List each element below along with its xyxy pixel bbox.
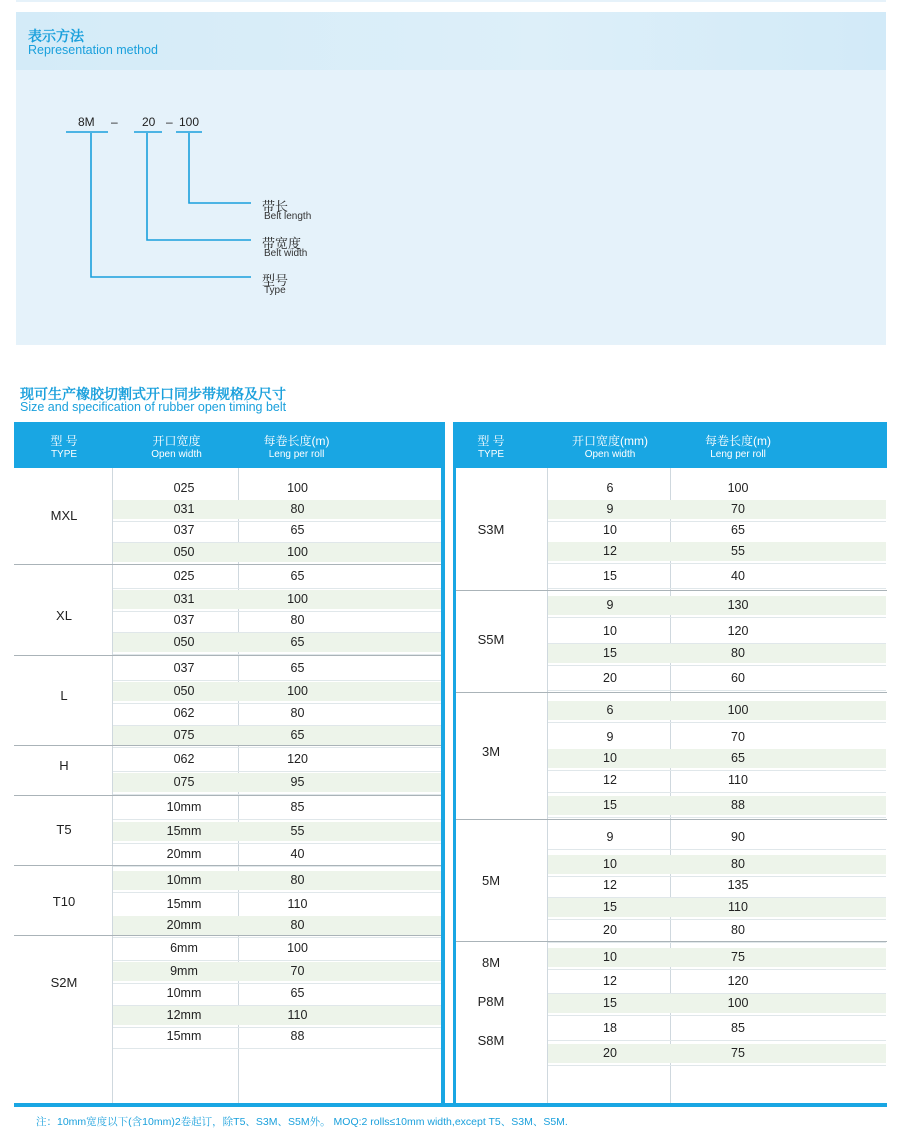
left-header-length-en: Leng per roll (268, 449, 325, 460)
right-row-line (548, 1015, 886, 1016)
left-cell-width: 031 (173, 502, 195, 516)
left-group-separator (14, 655, 444, 656)
right-cell-length: 110 (728, 900, 748, 914)
left-type-label: L (60, 688, 68, 703)
right-cell-width: 15 (603, 798, 617, 812)
right-header-width-cn: 开口宽度(mm) (572, 434, 648, 448)
spec-title-en: Size and specification of rubber open timing belt (20, 400, 287, 414)
left-type-label: MXL (50, 508, 78, 523)
right-cell-width: 12 (603, 544, 617, 558)
left-cell-length: 65 (290, 569, 305, 583)
right-group-separator (455, 941, 887, 942)
right-cell-length: 55 (731, 544, 745, 558)
left-cell-length: 80 (290, 918, 305, 932)
left-row-line (113, 892, 441, 893)
right-cell-width: 18 (603, 1021, 617, 1035)
right-cell-length: 100 (727, 996, 749, 1010)
left-group-separator (14, 564, 444, 565)
right-cell-length: 75 (731, 1046, 745, 1060)
left-cell-length: 100 (287, 941, 308, 955)
left-cell-width: 075 (173, 728, 195, 742)
right-row-line (548, 849, 886, 850)
right-cell-width: 9 (606, 730, 614, 744)
right-cell-length: 100 (727, 703, 749, 717)
right-cell-width: 6 (606, 703, 614, 717)
left-row-line (113, 680, 441, 681)
left-cell-width: 025 (173, 481, 195, 495)
left-group-separator (14, 795, 444, 796)
right-cell-length: 80 (731, 646, 745, 660)
left-type-label: T10 (52, 894, 76, 909)
left-row-line (113, 960, 441, 961)
right-cell-width: 9 (606, 598, 614, 612)
label-type-cn: 型号 (262, 273, 289, 288)
left-cell-length: 120 (287, 752, 308, 766)
right-cell-width: 20 (603, 671, 617, 685)
left-cell-width: 075 (173, 775, 195, 789)
left-cell-length: 65 (290, 523, 305, 537)
right-cell-width: 9 (606, 830, 614, 844)
left-cell-length: 80 (290, 613, 305, 627)
right-cell-width: 10 (603, 751, 617, 765)
right-header-width (548, 422, 672, 468)
left-type-label: XL (56, 608, 72, 623)
right-cell-length: 120 (727, 974, 749, 988)
right-cell-length: 65 (731, 751, 745, 765)
right-cell-length: 40 (731, 569, 745, 583)
left-header-width-cn: 开口宽度 (152, 434, 201, 448)
right-cell-length: 65 (731, 523, 745, 537)
left-cell-width: 10mm (166, 986, 202, 1000)
right-cell-width: 15 (603, 900, 617, 914)
right-type-label: P8M (477, 994, 505, 1009)
left-row-line (113, 588, 441, 589)
left-group-separator (14, 935, 444, 936)
section-divider (16, 344, 886, 345)
right-group-separator (455, 819, 887, 820)
left-header-length-cn: 每卷长度(m) (263, 434, 330, 448)
right-row-line (548, 969, 886, 970)
left-row-line (113, 866, 441, 867)
right-cell-length: 88 (731, 798, 745, 812)
right-cell-length: 80 (731, 923, 745, 937)
right-cell-length: 80 (731, 857, 745, 871)
right-cell-length: 110 (728, 773, 748, 787)
left-cell-length: 110 (287, 897, 308, 911)
left-cell-width: 6mm (170, 941, 198, 955)
right-header-width-en: Open width (584, 449, 636, 460)
left-cell-width: 10mm (166, 800, 202, 814)
right-cell-length: 70 (731, 502, 745, 516)
label-belt-length-en: Belt length (264, 211, 312, 222)
left-row-line (113, 843, 441, 844)
right-cell-width: 10 (603, 523, 617, 537)
right-cell-length: 90 (731, 830, 745, 844)
left-cell-width: 20mm (166, 847, 202, 861)
left-row-line (113, 819, 441, 820)
right-type-label: 5M (481, 873, 501, 888)
right-cell-length: 75 (731, 950, 745, 964)
representation-title-en: Representation method (28, 43, 158, 57)
right-row-line (548, 690, 886, 691)
code-type: 8M (78, 115, 95, 129)
right-group-separator (455, 590, 887, 591)
left-cell-width: 050 (173, 684, 195, 698)
left-header-type (14, 422, 114, 468)
right-row-line (548, 792, 886, 793)
label-belt-length-cn: 带长 (262, 199, 289, 214)
left-row-line (113, 747, 441, 748)
right-row-line (548, 722, 886, 723)
left-group-separator (14, 745, 444, 746)
right-type-label: S3M (477, 522, 505, 537)
left-header-type-en: TYPE (50, 449, 78, 460)
left-header-width (114, 422, 239, 468)
right-cell-width: 12 (603, 974, 617, 988)
right-header-type-cn: 型 号 (477, 434, 505, 448)
left-cell-length: 100 (287, 684, 308, 698)
label-belt-width-cn: 带宽度 (262, 236, 302, 251)
right-header-length (670, 422, 806, 468)
right-cell-length: 85 (731, 1021, 745, 1035)
left-cell-width: 10mm (166, 873, 202, 887)
code-sep-1: – (111, 115, 118, 129)
left-header-length (239, 422, 354, 468)
right-table-left-border (453, 422, 456, 1107)
left-cell-width: 9mm (170, 964, 198, 978)
right-row-line (548, 817, 886, 818)
right-cell-length: 120 (727, 624, 749, 638)
left-cell-length: 85 (290, 800, 305, 814)
right-cell-width: 10 (603, 624, 617, 638)
left-row-line (113, 983, 441, 984)
left-cell-length: 100 (287, 481, 308, 495)
left-cell-length: 70 (290, 964, 305, 978)
left-type-label: S2M (50, 975, 78, 990)
right-row-line (548, 617, 886, 618)
code-length: 100 (179, 115, 200, 129)
left-cell-width: 050 (173, 545, 195, 559)
left-cell-width: 031 (173, 592, 195, 606)
right-header-length-en: Leng per roll (710, 449, 766, 460)
left-cell-width: 12mm (166, 1008, 202, 1022)
left-cell-width: 037 (173, 523, 195, 537)
left-cell-length: 65 (290, 728, 305, 742)
code-sep-2: – (166, 115, 173, 129)
right-cell-width: 10 (603, 950, 617, 964)
left-type-label: T5 (56, 822, 72, 837)
left-row-line (113, 771, 441, 772)
code-width: 20 (142, 115, 156, 129)
right-cell-length: 135 (727, 878, 749, 892)
right-row-line (548, 665, 886, 666)
right-header-type (455, 422, 527, 468)
left-cell-width: 062 (173, 706, 195, 720)
left-cell-width: 037 (173, 661, 195, 675)
left-spec-table (14, 422, 445, 1107)
right-row-line (548, 919, 886, 920)
right-cell-length: 130 (727, 598, 749, 612)
left-cell-width: 15mm (166, 1029, 202, 1043)
left-cell-length: 80 (290, 706, 305, 720)
left-header-width-en: Open width (151, 449, 202, 460)
left-cell-width: 15mm (166, 897, 202, 911)
left-cell-width: 025 (173, 569, 195, 583)
left-cell-length: 95 (290, 775, 305, 789)
left-table-right-border (441, 422, 445, 1107)
right-cell-width: 20 (603, 923, 617, 937)
right-cell-width: 12 (603, 773, 617, 787)
left-cell-length: 65 (290, 661, 305, 675)
right-header-type-en: TYPE (477, 449, 505, 460)
right-row-line (548, 942, 886, 943)
right-cell-width: 15 (603, 996, 617, 1010)
left-cell-length: 80 (290, 873, 305, 887)
left-type-label: H (59, 758, 69, 773)
left-cell-length: 110 (287, 1008, 308, 1022)
right-cell-width: 9 (606, 502, 614, 516)
right-header-length-cn: 每卷长度(m) (705, 434, 771, 448)
right-type-label: 8M (481, 955, 501, 970)
left-cell-length: 100 (287, 592, 308, 606)
right-cell-width: 12 (603, 878, 617, 892)
right-cell-width: 15 (603, 646, 617, 660)
right-row-line (548, 770, 886, 771)
label-type-en: Type (264, 285, 286, 296)
right-cell-width: 15 (603, 569, 617, 583)
left-cell-length: 40 (290, 847, 305, 861)
left-group-separator (14, 865, 444, 866)
left-cell-length: 55 (290, 824, 305, 838)
moq-note: 注：10mm宽度以下(含10mm)2卷起订，除T5、S3M、S5M外。 MOQ:2 rolls≤10mm width,except T5、S3M、S5M. (36, 1116, 568, 1128)
bottom-bar (14, 1103, 887, 1107)
right-type-label: S8M (477, 1033, 505, 1048)
label-belt-width-en: Belt width (264, 248, 308, 259)
right-cell-width: 6 (606, 481, 614, 495)
right-cell-length: 70 (731, 730, 745, 744)
left-cell-length: 80 (290, 502, 305, 516)
left-cell-width: 20mm (166, 918, 202, 932)
right-cell-length: 100 (727, 481, 749, 495)
left-cell-width: 050 (173, 635, 195, 649)
right-group-separator (455, 692, 887, 693)
right-row-line (548, 1040, 886, 1041)
left-cell-length: 65 (290, 635, 305, 649)
right-row-line (548, 588, 886, 589)
spec-title-cn: 现可生产橡胶切割式开口同步带规格及尺寸 (20, 386, 286, 402)
left-row-line (113, 1048, 441, 1049)
left-cell-length: 65 (290, 986, 305, 1000)
left-cell-width: 15mm (166, 824, 202, 838)
right-cell-width: 20 (603, 1046, 617, 1060)
left-row-line (113, 703, 441, 704)
left-cell-width: 037 (173, 613, 195, 627)
left-cell-length: 88 (290, 1029, 305, 1043)
right-spec-table (455, 422, 887, 1107)
left-row-line (113, 937, 441, 938)
right-row-line (548, 563, 886, 564)
right-row-line (548, 1065, 886, 1066)
representation-brackets (0, 0, 900, 340)
right-cell-length: 60 (731, 671, 745, 685)
right-type-label: 3M (481, 744, 501, 759)
left-header-type-cn: 型 号 (50, 434, 78, 448)
right-cell-width: 10 (603, 857, 617, 871)
left-cell-width: 062 (173, 752, 195, 766)
left-cell-length: 100 (287, 545, 308, 559)
representation-title-cn: 表示方法 (28, 28, 84, 44)
right-type-label: S5M (477, 632, 505, 647)
